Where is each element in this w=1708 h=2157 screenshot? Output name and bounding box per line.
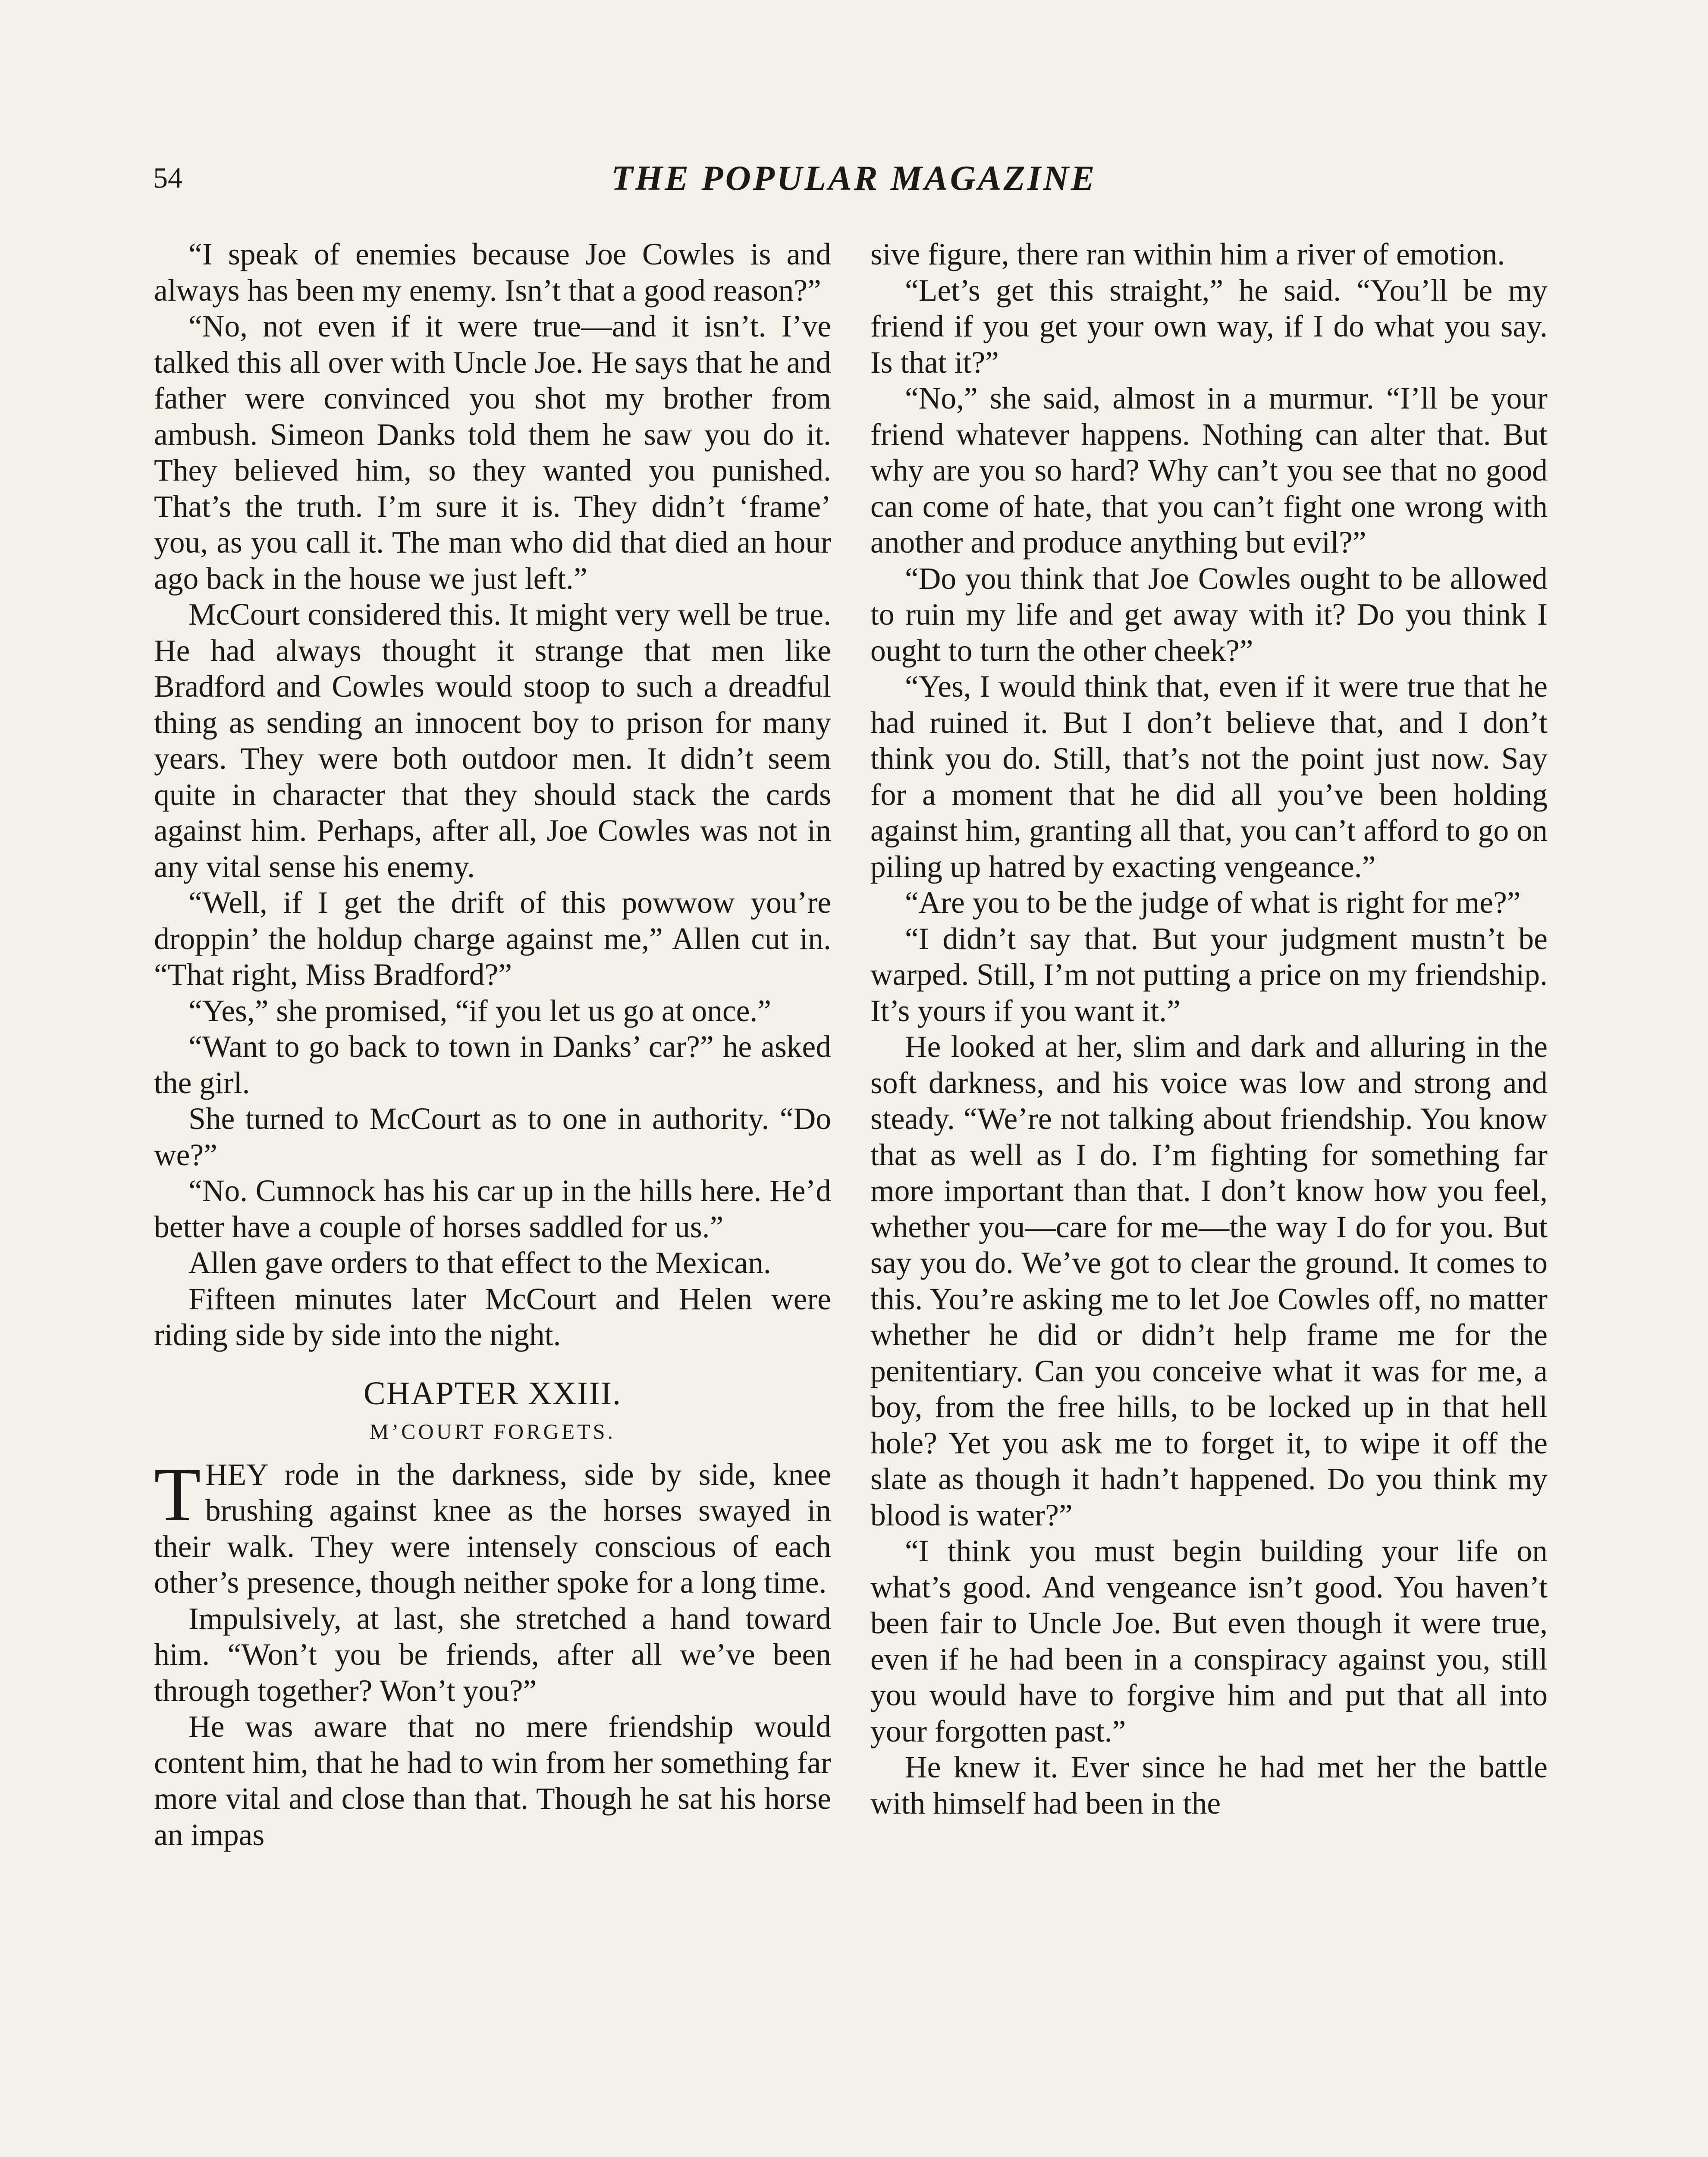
opening-paragraph-text: HEY rode in the darkness, side by side, knee brushing against knee as the horses swayed in their walk. They were intensely conscious of each other’s presence, though neither spoke for a long time. [154,1457,831,1600]
right-column-text [870,236,1548,1821]
page-number: 54 [153,161,182,194]
chapter-opening-paragraph [154,1451,831,1601]
running-head: THE POPULAR MAGAZINE [611,158,1097,198]
paragraph: “Want to go back to town in Danks’ car?” he asked the girl. [154,1030,831,1100]
paragraph: He looked at her, slim and dark and alluring in the soft darkness, and his voice was low and strong and steady. “We’re not talking about friendship. You know that as well as I do. I’m fighting for something far more important than that. I don’t know how you feel, whether you—care for me—the way I do for you. But say you do. We’ve got to clear the ground. It comes to this. You’re asking me to let Joe Cowles off, no matter whether he did or didn’t help frame me for the penitentiary. Can you conceive what it was for me, a boy, from the free hills, to be locked up in that hell hole? Yet you ask me to forget it, to wipe it off the slate as though it hadn’t happened. Do you think my blood is water?” [870,1030,1548,1532]
right-column [870,236,1548,1821]
drop-cap: T [154,1451,201,1537]
paragraph: “I think you must begin building your life on what’s good. And vengeance isn’t good. You haven’t been fair to Uncle Joe. But even though it were true, even if he had been in a conspiracy against you, still you would have to forgive him and put that all into your forgotten past.” [870,1534,1548,1748]
paragraph: “I didn’t say that. But your judgment mustn’t be warped. Still, I’m not putting a price on my friendship. It’s yours if you want it.” [870,921,1548,1028]
paragraph: McCourt considered this. It might very well be true. He had always thought it strange that men like Bradford and Cowles would stoop to such a dreadful thing as sending an innocent boy to prison for many years. They were both outdoor men. It didn’t seem quite in character that they should stack the cards against him. Perhaps, after all, Joe Cowles was not in any vital sense his enemy. [154,597,831,884]
paragraph: She turned to McCourt as to one in authority. “Do we?” [154,1102,831,1172]
paragraph: Fifteen minutes later McCourt and Helen were riding side by side into the night. [154,1282,831,1352]
paragraph: “Let’s get this straight,” he said. “You’ll be my friend if you get your own way, if I do what you say. Is that it?” [870,273,1548,380]
paragraph: He was aware that no mere friendship would content him, that he had to win from her something far more vital and close than that. Though he sat his horse an impas [154,1710,831,1852]
paragraph: “No, not even if it were true—and it isn’t. I’ve talked this all over with Uncle Joe. He says that he and father were convinced you shot my brother from ambush. Simeon Danks told them he saw you do it. They believed him, so they wanted you punished. That’s the truth. I’m sure it is. They didn’t ‘frame’ you, as you call it. The man who did that died an hour ago back in the house we just left.” [154,309,831,596]
paragraph: “Do you think that Joe Cowles ought to be allowed to ruin my life and get away with it? Do you think I ought to turn the other cheek?” [870,561,1548,668]
left-column [154,236,831,1853]
chapter-subtitle: M’COURT FORGETS. [370,1419,615,1443]
paragraph: Impulsively, at last, she stretched a hand toward him. “Won’t you be friends, after all we’ve been through together? Won’t you?” [154,1601,831,1708]
paragraph: He knew it. Ever since he had met her the battle with himself had been in the [870,1750,1548,1821]
chapter-heading: CHAPTER XXIII. [364,1375,622,1412]
paragraph: “Yes, I would think that, even if it were true that he had ruined it. But I don’t believe that, and I don’t think you do. Still, that’s not the point just now. Say for a moment that he did all you’ve been holding against him, granting all that, you can’t afford to go on piling up hatred by exacting vengeance.” [870,670,1548,884]
left-post-chapter-text [154,1601,831,1853]
paragraph: “I speak of enemies because Joe Cowles is and always has been my enemy. Isn’t that a good reason?” [154,237,831,308]
paragraph: Allen gave orders to that effect to the Mexican. [188,1246,771,1280]
paragraph: sive figure, there ran within him a river of emotion. [870,237,1505,271]
paragraph: “Yes,” she promised, “if you let us go at once.” [188,994,771,1028]
paragraph: “No,” she said, almost in a murmur. “I’ll be your friend whatever happens. Nothing can alter that. But why are you so hard? Why can’t you see that no good can come of hate, that you can’t fight one wrong with another and produce anything but evil?” [870,381,1548,560]
left-pre-chapter-text [154,236,831,1353]
paragraph: “Well, if I get the drift of this powwow you’re droppin’ the holdup charge against me,” Allen cut in. “That right, Miss Bradford?” [154,886,831,992]
paragraph: “No. Cumnock has his car up in the hills here. He’d better have a couple of horses saddled for us.” [154,1174,831,1244]
paragraph: “Are you to be the judge of what is right for me?” [905,886,1521,920]
